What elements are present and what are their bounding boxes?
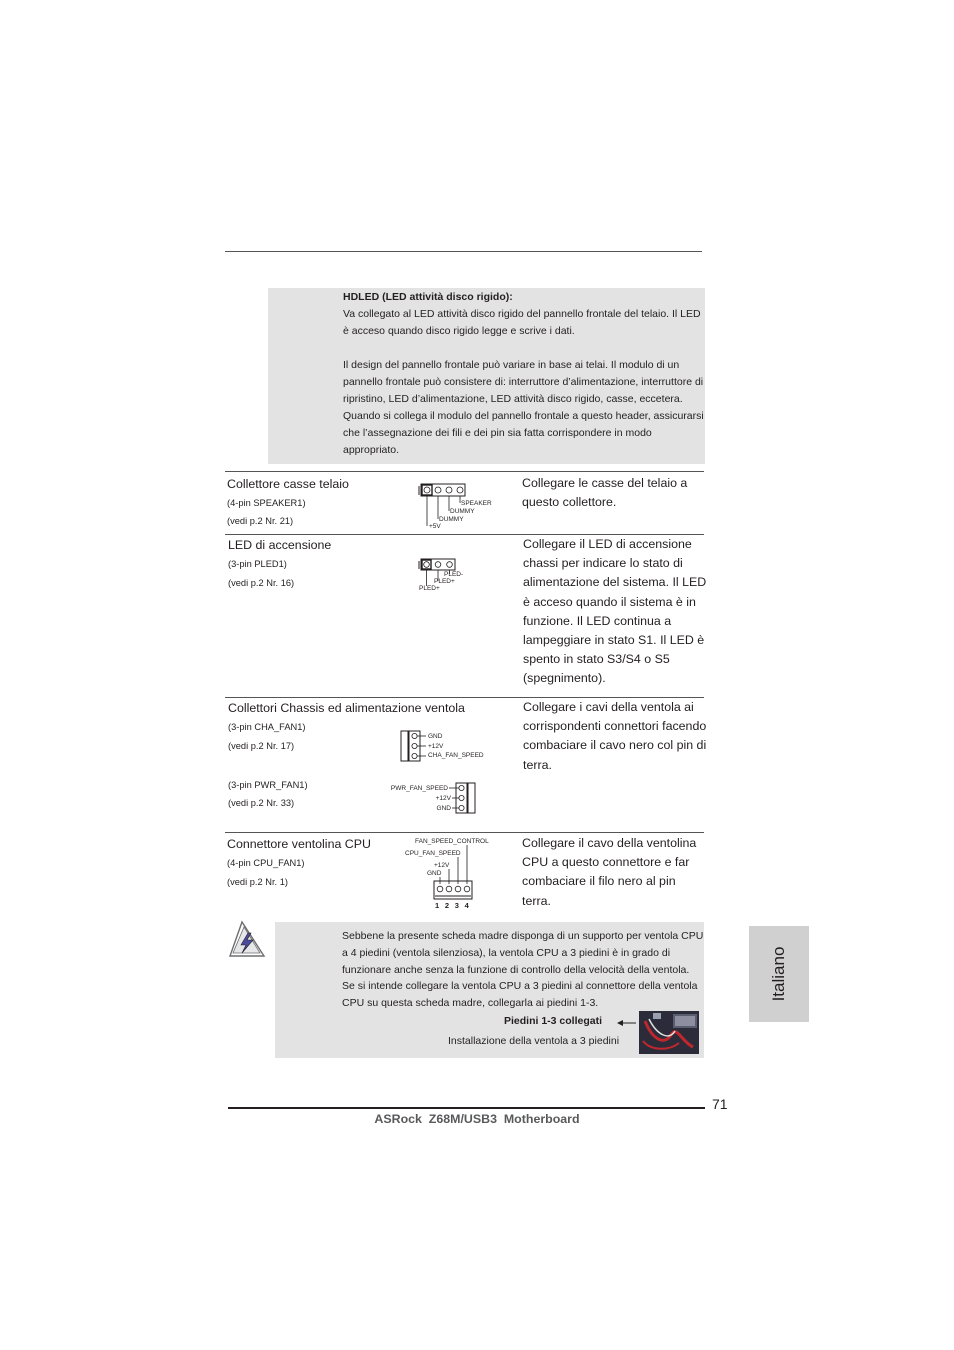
pwr-fan-ref: (vedi p.2 Nr. 33) (228, 798, 295, 808)
pwr-fan-pin-label-3: GND (436, 805, 451, 812)
cpu-fan-pin-diagram (402, 835, 500, 913)
speaker-title: Collettore casse telaio (227, 477, 349, 491)
fans-title: Collettori Chassis ed alimentazione ventola (228, 701, 465, 715)
cpu-section-rule (225, 832, 704, 833)
cpu-title: Connettore ventolina CPU (227, 837, 371, 851)
pled-pin-diagram (414, 556, 474, 594)
speaker-section-rule (225, 471, 704, 472)
warning-icon (226, 918, 268, 960)
cha-fan-pin-label-1: GND (428, 733, 443, 740)
language-tab (749, 926, 809, 1022)
hdled-note (343, 289, 705, 459)
pwr-fan-pin-label-2: +12V (435, 795, 451, 802)
warning-pins-label: Piedini 1-3 collegati (504, 1015, 603, 1027)
cha-fan-pin-label-3: CHA_FAN_SPEED (428, 752, 484, 759)
speaker-pin-label-2: DUMMY (450, 508, 475, 515)
footer-rule (228, 1107, 705, 1109)
pwr-fan-pin-diagram (388, 780, 480, 816)
hdled-title: HDLED (LED attività disco rigido): (343, 291, 513, 303)
pled-pin: (3-pin PLED1) (228, 559, 287, 569)
speaker-description: Collegare le casse del telaio a questo collettore. (522, 476, 688, 510)
cha-fan-ref: (vedi p.2 Nr. 17) (228, 741, 295, 751)
cpu-fan-pin: (4-pin CPU_FAN1) (227, 858, 305, 868)
page-number: 71 (712, 1096, 728, 1112)
cha-fan-pin-label-2: +12V (428, 743, 444, 750)
warning-text: Sebbene la presente scheda madre disponga di un supporto per ventola CPU a 4 piedini (ventola silenziosa), la ventola CPU a 3 piedini è in grado di funzionare anche senza la funzione di controllo della velocità della ventola. Se si intende collegare la ventola CPU a 3 piedini al connettore della ventola CPU su questa scheda madre, collegarla ai piedini 1-3. (342, 930, 704, 1010)
speaker-pin-label-1: SPEAKER (461, 500, 492, 507)
cpu-description: Collegare il cavo della ventolina CPU a questo connettore e far combaciare il filo nero al pin terra. (522, 836, 697, 908)
speaker-pin-label-4: +5V (429, 523, 441, 530)
cha-fan-pin-diagram (400, 729, 495, 765)
speaker-pin: (4-pin SPEAKER1) (227, 498, 306, 508)
pled-ref: (vedi p.2 Nr. 16) (228, 578, 295, 588)
warning-caption: Installazione della ventola a 3 piedini (448, 1035, 620, 1047)
pled-pin-label-1: PLED- (444, 571, 464, 578)
fan-connector-photo (639, 1011, 699, 1054)
pled-description: Collegare il LED di accensione chassi per indicare lo stato di alimentazione del sistema. Il LED è acceso quando il sistema è in funzione. Il LED continua a lampeggiare in stato S1. Il LED è spento in stato S3/S4 o S5 (spegnimento). (523, 537, 707, 686)
speaker-ref: (vedi p.2 Nr. 21) (227, 516, 294, 526)
hdled-paragraph-1: Va collegato al LED attività disco rigido del pannello frontale del telaio. Il LED è acceso quando disco rigido legge e scrive i dati. (343, 308, 701, 337)
footer-title: ASRock Z68M/USB3 Motherboard (374, 1112, 580, 1126)
cpu-fan-pin-numbers: 1 2 3 4 (435, 901, 471, 910)
cpu-fan-ref: (vedi p.2 Nr. 1) (227, 877, 288, 887)
arrow-left-icon (616, 1018, 638, 1028)
pled-pin-label-2: PLED+ (434, 578, 455, 585)
top-rule (225, 251, 702, 252)
cpu-fan-pin-label-1: FAN_SPEED_CONTROL (415, 838, 489, 845)
speaker-pin-label-3: DUMMY (439, 516, 464, 523)
cpu-fan-pin-label-2: CPU_FAN_SPEED (405, 850, 461, 857)
pwr-fan-pin-label-1: PWR_FAN_SPEED (390, 785, 448, 792)
pled-pin-label-3: PLED+ (419, 585, 440, 592)
cha-fan-pin: (3-pin CHA_FAN1) (228, 722, 306, 732)
hdled-paragraph-2: Il design del pannello frontale può variare in base ai telai. Il modulo di un pannello frontale può consistere di: interruttore d’alimentazione, interruttore di ripristino, LED d’alimentazione, LED attività disco rigido, casse, eccetera. Quando si collega il modulo del pannello frontale a questo header, assicurarsi che l’assegnazione dei fili e dei pin sia fatta corrispondere in modo appropriato. (343, 359, 704, 456)
pled-title: LED di accensione (228, 538, 332, 552)
language-tab-label: Italiano (769, 946, 788, 1002)
cpu-fan-pin-label-3: +12V (434, 862, 450, 869)
cpu-fan-pin-label-4: GND (427, 870, 442, 877)
speaker-pin-diagram (415, 481, 500, 531)
pwr-fan-pin: (3-pin PWR_FAN1) (228, 780, 308, 790)
fans-description: Collegare i cavi della ventola ai corrispondenti connettori facendo combaciare il cavo nero col pin di terra. (523, 700, 707, 772)
